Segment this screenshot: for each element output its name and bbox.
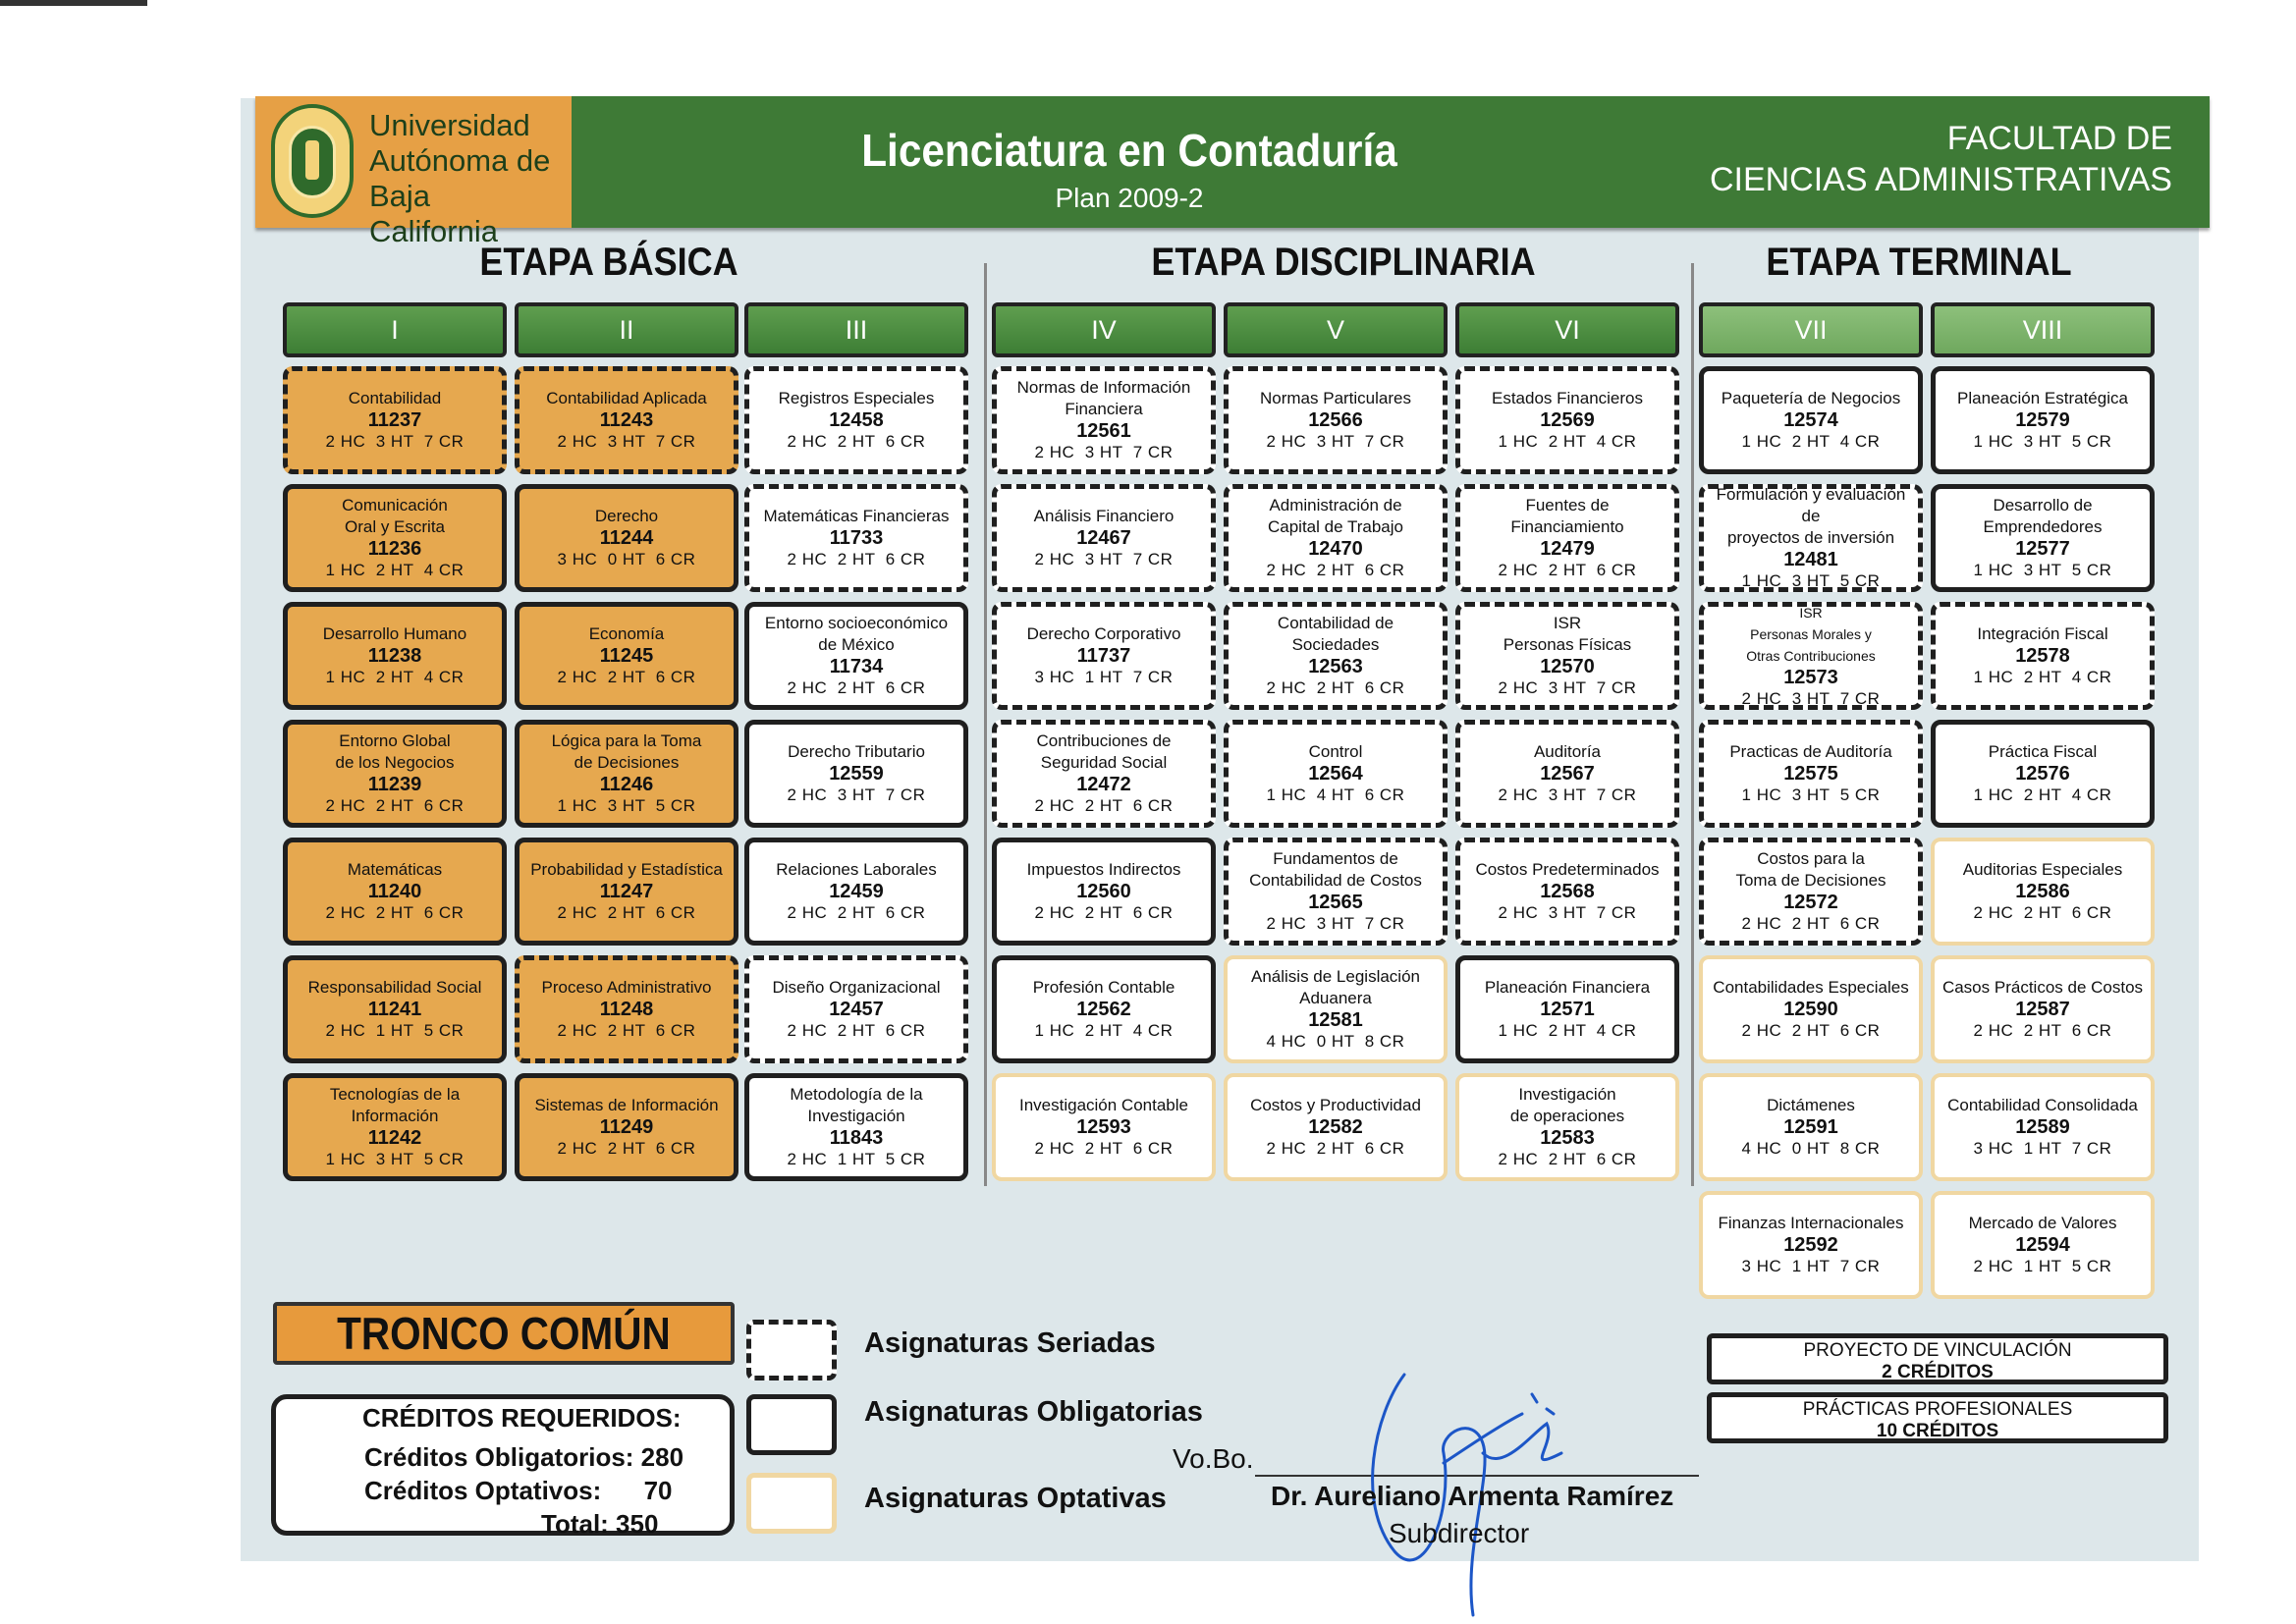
course-box bbox=[515, 366, 738, 474]
course-box bbox=[1699, 1191, 1923, 1299]
course-name: Emprendedores bbox=[1983, 517, 2103, 536]
credits-total: Total: 350 bbox=[541, 1509, 659, 1539]
course-name: Impuestos Indirectos bbox=[1026, 860, 1181, 879]
course-name: Aduanera bbox=[1299, 989, 1372, 1007]
course-credits: 2 HC 3 HT 7 CR bbox=[1498, 678, 1637, 697]
course-credits: 2 HC 2 HT 6 CR bbox=[557, 1021, 696, 1040]
course-name: Probabilidad y Estadística bbox=[530, 860, 723, 879]
course-box bbox=[1699, 720, 1923, 828]
course-credits: 1 HC 2 HT 4 CR bbox=[1498, 1021, 1637, 1040]
course-box bbox=[744, 720, 968, 828]
course-code: 12565 bbox=[1308, 892, 1363, 913]
course-credits: 1 HC 4 HT 6 CR bbox=[1266, 785, 1405, 804]
course-name: Finanzas Internacionales bbox=[1718, 1214, 1904, 1232]
course-name: Contribuciones de bbox=[1036, 731, 1172, 750]
course-box bbox=[1224, 955, 1448, 1063]
course-box bbox=[283, 484, 507, 592]
course-box bbox=[1455, 1073, 1679, 1181]
course-credits: 1 HC 2 HT 4 CR bbox=[1034, 1021, 1174, 1040]
legend-optativas-label: Asignaturas Optativas bbox=[864, 1483, 1167, 1514]
course-name: ISR bbox=[1553, 614, 1582, 632]
course-code: 12569 bbox=[1540, 409, 1595, 431]
course-name: Control bbox=[1308, 742, 1363, 761]
course-box bbox=[283, 366, 507, 474]
course-box bbox=[1931, 484, 2155, 592]
course-box bbox=[1699, 1073, 1923, 1181]
course-name: Paquetería de Negocios bbox=[1721, 389, 1901, 407]
course-credits: 3 HC 1 HT 7 CR bbox=[1034, 668, 1174, 686]
course-code: 12568 bbox=[1540, 881, 1595, 902]
course-name: Contabilidad de Costos bbox=[1249, 871, 1422, 890]
course-code: 12458 bbox=[829, 409, 884, 431]
course-box bbox=[1931, 366, 2155, 474]
course-name: Fuentes de bbox=[1525, 496, 1610, 514]
course-code: 12563 bbox=[1308, 656, 1363, 677]
course-code: 12574 bbox=[1783, 409, 1838, 431]
course-code: 11249 bbox=[599, 1116, 654, 1138]
course-code: 12583 bbox=[1540, 1127, 1595, 1149]
course-name: ISR bbox=[1799, 605, 1823, 621]
course-name: Mercado de Valores bbox=[1968, 1214, 2117, 1232]
semester-header: IV bbox=[992, 302, 1216, 357]
course-box bbox=[744, 955, 968, 1063]
course-name: Matemáticas bbox=[347, 860, 443, 879]
course-credits: 2 HC 3 HT 7 CR bbox=[1741, 689, 1881, 708]
course-credits: 2 HC 2 HT 6 CR bbox=[1498, 561, 1637, 579]
course-name: Entorno Global bbox=[339, 731, 451, 750]
course-box bbox=[992, 602, 1216, 710]
stage-divider bbox=[1691, 263, 1694, 1186]
course-credits: 2 HC 3 HT 7 CR bbox=[1266, 914, 1405, 933]
credits-title: CRÉDITOS REQUERIDOS: bbox=[362, 1403, 682, 1433]
university-logo-block bbox=[255, 96, 572, 248]
course-code: 12581 bbox=[1308, 1009, 1363, 1031]
course-credits: 2 HC 3 HT 7 CR bbox=[1498, 903, 1637, 922]
course-code: 12559 bbox=[829, 763, 884, 785]
course-credits: 2 HC 2 HT 6 CR bbox=[557, 668, 696, 686]
tronco-comun-label: TRONCO COMÚN bbox=[273, 1302, 735, 1365]
course-code: 12579 bbox=[2015, 409, 2070, 431]
course-box bbox=[1224, 602, 1448, 710]
course-name: Sociedades bbox=[1291, 635, 1380, 654]
signer-name: Dr. Aureliano Armenta Ramírez bbox=[1271, 1481, 1674, 1511]
course-credits: 2 HC 2 HT 6 CR bbox=[787, 678, 926, 697]
course-name: de operaciones bbox=[1509, 1107, 1625, 1125]
course-credits: 2 HC 2 HT 6 CR bbox=[325, 796, 465, 815]
course-code: 11734 bbox=[829, 656, 884, 677]
stage-title-basica: ETAPA BÁSICA bbox=[479, 241, 738, 284]
course-code: 12587 bbox=[2015, 999, 2070, 1020]
course-name: Costos para la bbox=[1757, 849, 1865, 868]
course-credits: 2 HC 2 HT 6 CR bbox=[1498, 1150, 1637, 1168]
course-code: 12570 bbox=[1540, 656, 1595, 677]
course-code: 12589 bbox=[2015, 1116, 2070, 1138]
course-box bbox=[1224, 1073, 1448, 1181]
course-credits: 2 HC 2 HT 6 CR bbox=[557, 903, 696, 922]
course-name: de Decisiones bbox=[574, 753, 680, 772]
credits-required: Créditos Obligatorios: 280 bbox=[364, 1442, 684, 1472]
course-credits: 2 HC 3 HT 7 CR bbox=[1034, 443, 1174, 461]
course-box bbox=[992, 484, 1216, 592]
course-credits: 1 HC 2 HT 4 CR bbox=[1498, 432, 1637, 451]
course-name: Derecho Corporativo bbox=[1026, 624, 1181, 643]
course-name: Comunicación bbox=[342, 496, 448, 514]
course-name: Tecnologías de la bbox=[329, 1085, 461, 1104]
university-seal-icon bbox=[271, 104, 354, 218]
course-box bbox=[283, 955, 507, 1063]
course-name: Estados Financieros bbox=[1491, 389, 1644, 407]
course-credits: 4 HC 0 HT 8 CR bbox=[1266, 1032, 1405, 1051]
course-code: 12472 bbox=[1076, 774, 1131, 795]
course-code: 12567 bbox=[1540, 763, 1595, 785]
course-box bbox=[283, 602, 507, 710]
university-name: Universidad Autónoma de Baja California bbox=[369, 108, 551, 248]
course-code: 11242 bbox=[367, 1127, 422, 1149]
faculty-name: FACULTAD DE CIENCIAS ADMINISTRATIVAS bbox=[1709, 120, 2172, 198]
course-name: Relaciones Laborales bbox=[776, 860, 937, 879]
course-box bbox=[515, 1073, 738, 1181]
credits-box bbox=[271, 1394, 735, 1539]
course-credits: 2 HC 1 HT 5 CR bbox=[787, 1150, 926, 1168]
semester-header: I bbox=[283, 302, 507, 357]
course-box bbox=[1931, 602, 2155, 710]
course-code: 11243 bbox=[599, 409, 654, 431]
course-name: de los Negocios bbox=[335, 753, 455, 772]
course-box bbox=[992, 1073, 1216, 1181]
semester-header: VIII bbox=[1931, 302, 2155, 357]
course-code: 11236 bbox=[367, 538, 422, 560]
course-code: 11733 bbox=[829, 527, 884, 549]
course-code: 11244 bbox=[599, 527, 654, 549]
course-name: Responsabilidad Social bbox=[307, 978, 482, 997]
course-code: 12470 bbox=[1308, 538, 1363, 560]
proyecto-vinculacion-box: PROYECTO DE VINCULACIÓN 2 CRÉDITOS bbox=[1707, 1333, 2168, 1384]
course-name: Integración Fiscal bbox=[1977, 624, 2108, 643]
course-credits: 3 HC 0 HT 6 CR bbox=[557, 550, 696, 568]
course-credits: 2 HC 3 HT 7 CR bbox=[1034, 550, 1174, 568]
course-box bbox=[1931, 1191, 2155, 1299]
course-name: Financiera bbox=[1065, 400, 1143, 418]
course-box bbox=[1455, 366, 1679, 474]
course-name: Profesión Contable bbox=[1032, 978, 1175, 997]
course-credits: 2 HC 2 HT 6 CR bbox=[787, 432, 926, 451]
course-name: Capital de Trabajo bbox=[1268, 517, 1403, 536]
course-box bbox=[1699, 838, 1923, 946]
course-name: Fundamentos de bbox=[1273, 849, 1398, 868]
course-credits: 2 HC 2 HT 6 CR bbox=[325, 903, 465, 922]
course-credits: 2 HC 2 HT 6 CR bbox=[1034, 796, 1174, 815]
course-name: Costos Predeterminados bbox=[1475, 860, 1660, 879]
course-box bbox=[1224, 720, 1448, 828]
credits-optional: Créditos Optativos: 70 bbox=[364, 1476, 673, 1505]
course-box bbox=[283, 720, 507, 828]
course-box bbox=[1224, 838, 1448, 946]
course-box bbox=[515, 838, 738, 946]
course-name: Lógica para la Toma bbox=[551, 731, 702, 750]
semester-header: V bbox=[1224, 302, 1448, 357]
course-credits: 3 HC 1 HT 7 CR bbox=[1973, 1139, 2112, 1158]
course-name: Investigación Contable bbox=[1018, 1096, 1188, 1114]
course-code: 12590 bbox=[1783, 999, 1838, 1020]
course-code: 11245 bbox=[599, 645, 654, 667]
course-box bbox=[1224, 366, 1448, 474]
course-credits: 4 HC 0 HT 8 CR bbox=[1741, 1139, 1881, 1158]
course-code: 11246 bbox=[599, 774, 654, 795]
signer-role: Subdirector bbox=[1389, 1518, 1530, 1548]
course-name: Auditorias Especiales bbox=[1962, 860, 2123, 879]
course-box bbox=[283, 1073, 507, 1181]
course-credits: 2 HC 2 HT 6 CR bbox=[787, 1021, 926, 1040]
course-box bbox=[1931, 955, 2155, 1063]
course-box bbox=[992, 955, 1216, 1063]
course-credits: 2 HC 2 HT 6 CR bbox=[1741, 914, 1881, 933]
stage-title-terminal: ETAPA TERMINAL bbox=[1766, 241, 2072, 284]
course-code: 12561 bbox=[1076, 420, 1131, 442]
course-credits: 2 HC 1 HT 5 CR bbox=[1973, 1257, 2112, 1275]
course-credits: 1 HC 2 HT 4 CR bbox=[1741, 432, 1881, 451]
course-credits: 1 HC 3 HT 5 CR bbox=[1741, 785, 1881, 804]
course-name: Desarrollo Humano bbox=[322, 624, 467, 643]
course-box bbox=[992, 838, 1216, 946]
course-credits: 1 HC 3 HT 5 CR bbox=[1973, 561, 2112, 579]
course-box bbox=[1455, 720, 1679, 828]
semester-header: II bbox=[515, 302, 738, 357]
course-credits: 2 HC 2 HT 6 CR bbox=[1266, 678, 1405, 697]
course-box bbox=[1699, 484, 1923, 592]
course-code: 12562 bbox=[1076, 999, 1131, 1020]
course-name: Entorno socioeconómico bbox=[764, 614, 949, 632]
course-code: 12571 bbox=[1540, 999, 1595, 1020]
course-code: 12479 bbox=[1540, 538, 1595, 560]
course-name: Información bbox=[351, 1107, 439, 1125]
course-box bbox=[1224, 484, 1448, 592]
course-name: Registros Especiales bbox=[778, 389, 935, 407]
course-name: Normas de Información bbox=[1016, 378, 1191, 397]
course-name: Administración de bbox=[1269, 496, 1402, 514]
course-credits: 2 HC 3 HT 7 CR bbox=[1266, 432, 1405, 451]
header-bar bbox=[255, 96, 2210, 248]
course-credits: 1 HC 3 HT 5 CR bbox=[1741, 571, 1881, 590]
course-code: 12576 bbox=[2015, 763, 2070, 785]
course-box bbox=[744, 1073, 968, 1181]
stage-title-disciplinaria: ETAPA DISCIPLINARIA bbox=[1151, 241, 1536, 284]
semester-header: VI bbox=[1455, 302, 1679, 357]
course-credits: 2 HC 1 HT 5 CR bbox=[325, 1021, 465, 1040]
course-box bbox=[515, 602, 738, 710]
course-code: 12594 bbox=[2015, 1234, 2070, 1256]
course-code: 12481 bbox=[1783, 549, 1838, 570]
course-name: Contabilidad de bbox=[1277, 614, 1394, 632]
course-name: Formulación y evaluación de bbox=[1716, 485, 1906, 525]
course-code: 12573 bbox=[1783, 667, 1838, 688]
course-name: Análisis de Legislación bbox=[1251, 967, 1420, 986]
course-credits: 2 HC 2 HT 6 CR bbox=[1034, 903, 1174, 922]
legend-obligatorias-label: Asignaturas Obligatorias bbox=[864, 1396, 1203, 1428]
course-code: 12564 bbox=[1308, 763, 1363, 785]
course-name: Metodología de la bbox=[790, 1085, 923, 1104]
course-code: 11248 bbox=[599, 999, 654, 1020]
course-name: proyectos de inversión bbox=[1726, 528, 1895, 547]
course-box bbox=[744, 838, 968, 946]
course-credits: 2 HC 3 HT 7 CR bbox=[557, 432, 696, 451]
course-code: 12592 bbox=[1783, 1234, 1838, 1256]
course-name: Economía bbox=[588, 624, 665, 643]
course-name: Derecho bbox=[594, 507, 659, 525]
course-name: Análisis Financiero bbox=[1033, 507, 1175, 525]
course-name: Investigación bbox=[807, 1107, 905, 1125]
course-box bbox=[1455, 955, 1679, 1063]
course-code: 12566 bbox=[1308, 409, 1363, 431]
scan-edge-mark bbox=[0, 0, 147, 6]
course-name: Oral y Escrita bbox=[344, 517, 446, 536]
course-name: Matemáticas Financieras bbox=[763, 507, 950, 525]
course-credits: 2 HC 3 HT 7 CR bbox=[1498, 785, 1637, 804]
course-credits: 2 HC 2 HT 6 CR bbox=[1741, 1021, 1881, 1040]
course-credits: 2 HC 3 HT 7 CR bbox=[325, 432, 465, 451]
legend-seriadas-label: Asignaturas Seriadas bbox=[864, 1327, 1156, 1359]
course-credits: 2 HC 2 HT 6 CR bbox=[557, 1139, 696, 1158]
semester-header: III bbox=[744, 302, 968, 357]
course-name: Práctica Fiscal bbox=[1988, 742, 2098, 761]
course-credits: 1 HC 2 HT 4 CR bbox=[1973, 668, 2112, 686]
course-code: 11240 bbox=[367, 881, 422, 902]
course-code: 11843 bbox=[829, 1127, 884, 1149]
course-code: 12582 bbox=[1308, 1116, 1363, 1138]
course-code: 12578 bbox=[2015, 645, 2070, 667]
course-name: Toma de Decisiones bbox=[1735, 871, 1886, 890]
course-credits: 2 HC 2 HT 6 CR bbox=[1973, 1021, 2112, 1040]
course-name: Desarrollo de bbox=[1993, 496, 2093, 514]
course-credits: 1 HC 3 HT 5 CR bbox=[557, 796, 696, 815]
legend-seriadas-swatch bbox=[746, 1320, 837, 1380]
course-code: 11238 bbox=[367, 645, 422, 667]
course-credits: 3 HC 1 HT 7 CR bbox=[1741, 1257, 1881, 1275]
course-name: Normas Particulares bbox=[1260, 389, 1411, 407]
course-box bbox=[1931, 1073, 2155, 1181]
course-name: Contabilidades Especiales bbox=[1713, 978, 1909, 997]
course-name: Casos Prácticos de Costos bbox=[1941, 978, 2144, 997]
course-box bbox=[1455, 602, 1679, 710]
course-name: Planeación Financiera bbox=[1484, 978, 1651, 997]
course-box bbox=[992, 366, 1216, 474]
course-code: 12467 bbox=[1076, 527, 1131, 549]
course-name: Derecho Tributario bbox=[788, 742, 925, 761]
program-title: Licenciatura en Contaduría bbox=[861, 125, 1397, 176]
practicas-profesionales-box: PRÁCTICAS PROFESIONALES 10 CRÉDITOS bbox=[1707, 1392, 2168, 1443]
semester-header: VII bbox=[1699, 302, 1923, 357]
plan-subtitle: Plan 2009-2 bbox=[1055, 183, 1204, 213]
legend-obligatorias-swatch bbox=[746, 1394, 837, 1455]
course-box bbox=[515, 484, 738, 592]
course-box bbox=[744, 366, 968, 474]
course-name: Contabilidad Aplicada bbox=[546, 389, 707, 407]
course-name: Sistemas de Información bbox=[534, 1096, 719, 1114]
course-credits: 1 HC 2 HT 4 CR bbox=[325, 668, 465, 686]
course-name: Contabilidad Consolidada bbox=[1947, 1096, 2138, 1114]
course-box bbox=[1931, 838, 2155, 946]
course-box bbox=[744, 484, 968, 592]
course-box bbox=[1455, 838, 1679, 946]
course-name: Auditoría bbox=[1533, 742, 1602, 761]
course-credits: 2 HC 2 HT 6 CR bbox=[1973, 903, 2112, 922]
course-name: de México bbox=[818, 635, 895, 654]
course-credits: 1 HC 3 HT 5 CR bbox=[1973, 432, 2112, 451]
course-code: 11247 bbox=[599, 881, 654, 902]
course-code: 12575 bbox=[1783, 763, 1838, 785]
course-code: 12459 bbox=[829, 881, 884, 902]
course-credits: 2 HC 2 HT 6 CR bbox=[787, 550, 926, 568]
course-code: 11239 bbox=[367, 774, 422, 795]
course-code: 12586 bbox=[2015, 881, 2070, 902]
course-code: 11737 bbox=[1076, 645, 1131, 667]
course-code: 12457 bbox=[829, 999, 884, 1020]
course-code: 11237 bbox=[367, 409, 422, 431]
course-credits: 2 HC 2 HT 6 CR bbox=[1034, 1139, 1174, 1158]
course-box bbox=[1699, 602, 1923, 710]
course-code: 12560 bbox=[1076, 881, 1131, 902]
course-box bbox=[1455, 484, 1679, 592]
course-name: Diseño Organizacional bbox=[772, 978, 941, 997]
course-credits: 2 HC 2 HT 6 CR bbox=[1266, 1139, 1405, 1158]
course-box bbox=[1699, 366, 1923, 474]
course-box bbox=[1931, 720, 2155, 828]
course-code: 12591 bbox=[1783, 1116, 1838, 1138]
course-box bbox=[283, 838, 507, 946]
course-name: Seguridad Social bbox=[1040, 753, 1168, 772]
course-credits: 2 HC 2 HT 6 CR bbox=[1266, 561, 1405, 579]
course-code: 12593 bbox=[1076, 1116, 1131, 1138]
course-box bbox=[1699, 955, 1923, 1063]
course-credits: 1 HC 3 HT 5 CR bbox=[325, 1150, 465, 1168]
course-name: Personas Morales y bbox=[1750, 626, 1872, 642]
course-credits: 1 HC 2 HT 4 CR bbox=[1973, 785, 2112, 804]
course-credits: 2 HC 2 HT 6 CR bbox=[787, 903, 926, 922]
course-name: Practicas de Auditoría bbox=[1729, 742, 1892, 761]
stage-divider bbox=[984, 263, 987, 1186]
course-box bbox=[992, 720, 1216, 828]
course-box bbox=[515, 955, 738, 1063]
course-credits: 1 HC 2 HT 4 CR bbox=[325, 561, 465, 579]
course-name: Planeación Estratégica bbox=[1957, 389, 2128, 407]
course-code: 12577 bbox=[2015, 538, 2070, 560]
course-name: Dictámenes bbox=[1767, 1096, 1855, 1114]
vobo-label: Vo.Bo. bbox=[1173, 1443, 1254, 1474]
course-name: Costos y Productividad bbox=[1250, 1096, 1421, 1114]
course-box bbox=[515, 720, 738, 828]
course-box bbox=[744, 602, 968, 710]
course-credits: 2 HC 3 HT 7 CR bbox=[787, 785, 926, 804]
course-name: Investigación bbox=[1518, 1085, 1616, 1104]
course-name: Contabilidad bbox=[348, 389, 442, 407]
course-code: 12572 bbox=[1783, 892, 1838, 913]
course-name: Financiamiento bbox=[1510, 517, 1624, 536]
legend-optativas-swatch bbox=[746, 1473, 837, 1534]
course-name: Otras Contribuciones bbox=[1746, 648, 1876, 664]
course-name: Proceso Administrativo bbox=[541, 978, 712, 997]
course-name: Personas Físicas bbox=[1503, 635, 1632, 654]
course-code: 11241 bbox=[367, 999, 422, 1020]
